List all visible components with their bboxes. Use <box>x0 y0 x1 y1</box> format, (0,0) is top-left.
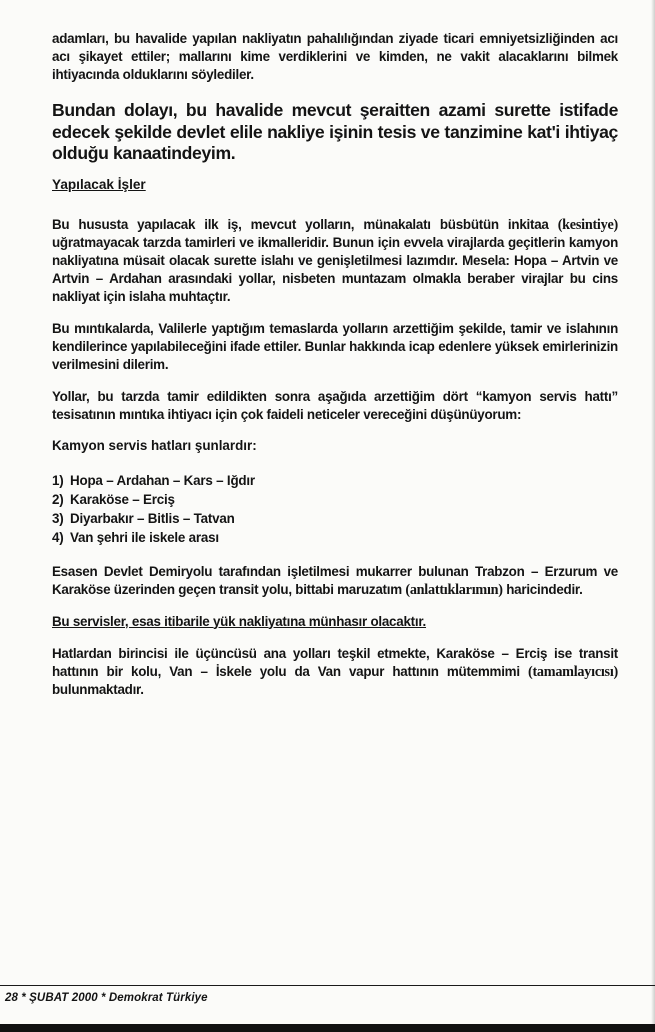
route-item-4 <box>52 528 618 547</box>
route-number: 2) <box>52 491 64 507</box>
paragraph-railway-part1: Esasen Devlet Demiryolu tarafından işletilmesi mukarrer bulunan Trabzon – Erzurum ve Karaköse üzerinden geçen transit yolu, bittabi maruzatım <box>52 563 618 597</box>
paragraph-main-roads-part2: bulunmaktadır. <box>52 681 144 697</box>
gloss-kesintiye: (kesintiye) <box>557 216 618 233</box>
paragraph-intro-text: adamları, bu havalide yapılan nakliyatın pahalılığından ziyade ticari emniyetsizliğinden acı acı şikayet ettiler; mallarını kime verdiklerini ve kimden, ne vakit alacaklarını bilmek ihtiyacında olduklarını söylediler. <box>52 31 618 82</box>
route-text: Hopa – Ardahan – Kars – Iğdır <box>70 472 255 488</box>
route-number: 3) <box>52 510 64 526</box>
route-text: Karaköse – Erciş <box>70 491 175 507</box>
gloss-anlattiklarimin: (anlattıklarımın) <box>405 581 503 598</box>
paragraph-first-task <box>52 216 618 306</box>
lead-paragraph <box>52 100 618 165</box>
route-item-3 <box>52 509 618 528</box>
paragraph-service-lines-text: Yollar, bu tarzda tamir edildikten sonra aşağıda arzettiğim dört “kamyon servis hattı” tesisatının mıntıka ihtiyacı için çok faideli neticeler vereceğini düşünüyorum: <box>52 388 618 422</box>
route-item-2 <box>52 490 618 509</box>
footer-divider <box>0 985 655 986</box>
route-item-1 <box>52 471 618 490</box>
paragraph-railway <box>52 563 618 599</box>
paragraph-service-lines <box>52 388 618 424</box>
route-number: 4) <box>52 529 64 545</box>
paragraph-main-roads-part1: Hatlardan birincisi ile üçüncüsü ana yolları teşkil etmekte, Karaköse – Erciş ise transit hattının bir kolu, Van – İskele yolu da Van vapur hattının mütemmimi <box>52 645 618 679</box>
section-heading: Yapılacak İşler <box>52 176 146 192</box>
paragraph-first-task-part2: uğratmayacak tarzda tamirleri ve ikmalleridir. Bunun için evvela virajlarda geçitlerin kamyon nakliyatına müsait olacak surette islahı ve genişletilmesi lazımdır. Mesela: Hopa – Artvin ve Artvin – Ardahan arasındaki yollar, nisbeten muntazam olmakla beraber virajlar bu cins nakliyat için islaha muhtaçtır. <box>52 234 618 304</box>
paragraph-railway-part2: haricindedir. <box>502 581 583 597</box>
scan-bottom-band <box>0 1024 655 1032</box>
route-text: Van şehri ile iskele arası <box>70 529 219 545</box>
paragraph-first-task-part1: Bu hususta yapılacak ilk iş, mevcut yolların, münakalatı büsbütün inkitaa <box>52 216 558 232</box>
paragraph-main-roads <box>52 645 618 699</box>
route-text: Diyarbakır – Bitlis – Tatvan <box>70 510 235 526</box>
paragraph-freight-only-text: Bu servisler, esas itibarile yük nakliyatına münhasır olacaktır. <box>52 613 427 629</box>
article-body <box>52 30 618 713</box>
gloss-tamamlayicisi: (tamamlayıcısı) <box>527 663 618 680</box>
paragraph-intro <box>52 30 618 84</box>
paragraph-governors <box>52 320 618 374</box>
paragraph-governors-text: Bu mıntıkalarda, Valilerle yaptığım temaslarda yolların arzettiğim şekilde, tamir ve islahının kendilerince yapılabileceğini ifade ettiler. Bunlar hakkında icap edenlere yüksek emirlerinizin verilmesini dilerim. <box>52 320 618 372</box>
page-footer: 28 * ŞUBAT 2000 * Demokrat Türkiye <box>5 992 208 1004</box>
lead-paragraph-text: Bundan dolayı, bu havalide mevcut şeraitten azami surette istifade edecek şekilde devlet elile nakliye işinin tesis ve tanzimine kat'i ihtiyaç olduğu kanaatindeyim. <box>52 100 618 163</box>
paragraph-freight-only <box>52 613 618 631</box>
page-edge-shadow <box>651 0 655 1024</box>
route-list <box>52 471 618 547</box>
route-list-label: Kamyon servis hatları şunlardır: <box>52 437 257 453</box>
route-number: 1) <box>52 472 64 488</box>
